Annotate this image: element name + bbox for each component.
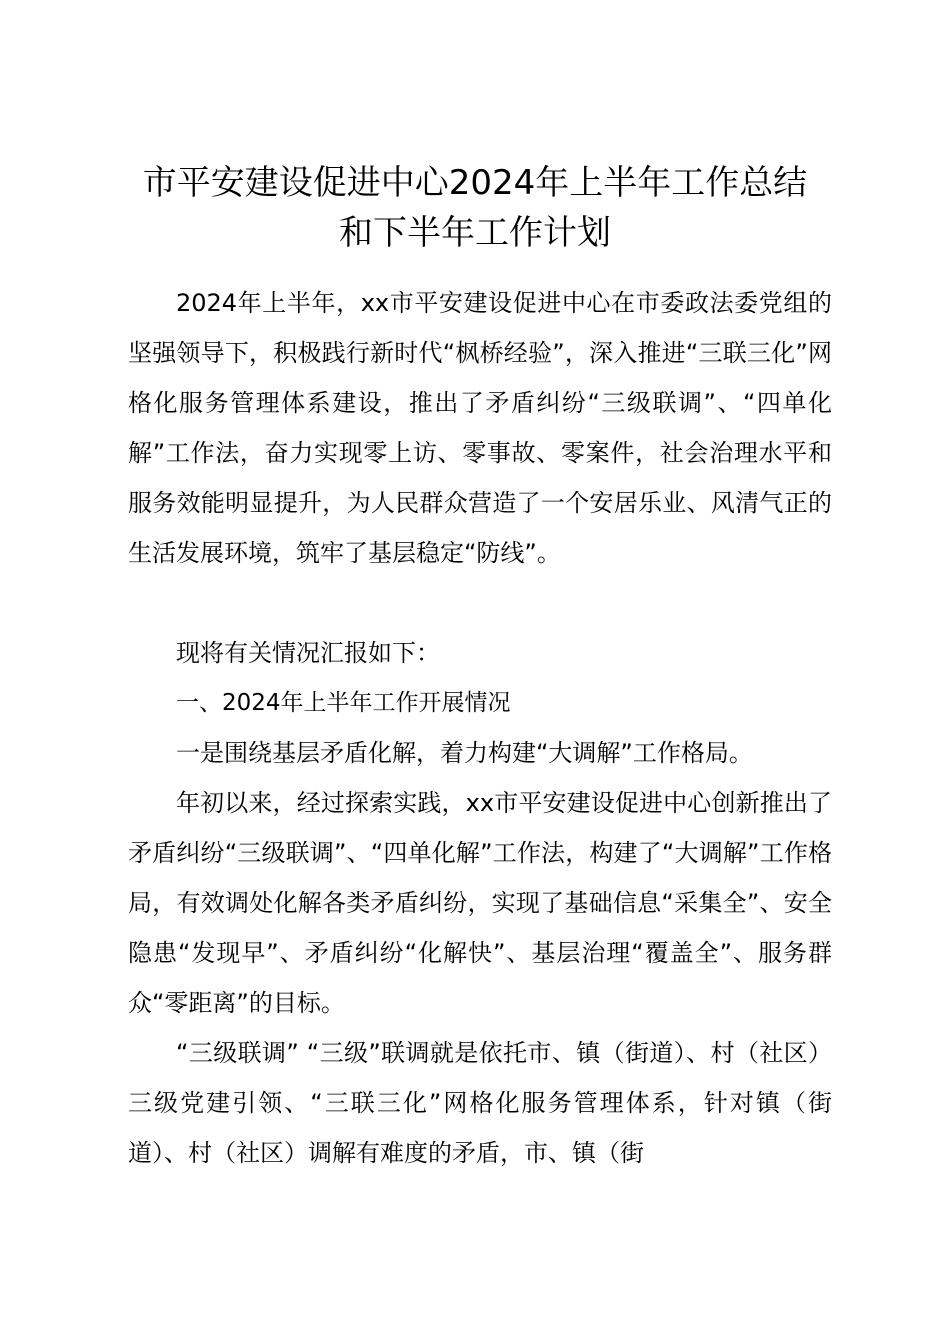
subsection-heading-1: 一是围绕基层矛盾化解，着力构建“大调解”工作格局。 <box>176 739 753 767</box>
document-title-line-2: 和下半年工作计划 <box>339 213 611 253</box>
paragraph-body-1: 年初以来，经过探索实践，xx市平安建设促进中心创新推出了矛盾纠纷“三级联调”、“四单化解”工作法，构建了“大调解”工作格局，有效调处化解各类矛盾纠纷，实现了基础信息“采集全”、安全隐患“发现早”、矛盾纠纷“化解快”、基层治理“覆盖全”、服务群众“零距离”的目标。 <box>128 789 832 1017</box>
document-title-line-1: 市平安建设促进中心2024年上半年工作总结 <box>142 163 808 203</box>
paragraph-report-lead: 现将有关情况汇报如下： <box>176 639 440 667</box>
section-heading-1: 一、2024年上半年工作开展情况 <box>176 690 511 716</box>
paragraph-intro: 2024年上半年，xx市平安建设促进中心在市委政法委党组的坚强领导下，积极践行新时代“枫桥经验”，深入推进“三联三化”网格化服务管理体系建设，推出了矛盾纠纷“三级联调”、“四单化解”工作法，奋力实现零上访、零事故、零案件，社会治理水平和服务效能明显提升，为人民群众营造了一个安居乐业、风清气正的生活发展环境，筑牢了基层稳定“防线”。 <box>128 289 832 567</box>
paragraph-body-2: “三级联调” “三级”联调就是依托市、镇（街道）、村（社区）三级党建引领、“三联三化”网格化服务管理体系，针对镇（街道）、村（社区）调解有难度的矛盾，市、镇（街 <box>128 1039 832 1167</box>
